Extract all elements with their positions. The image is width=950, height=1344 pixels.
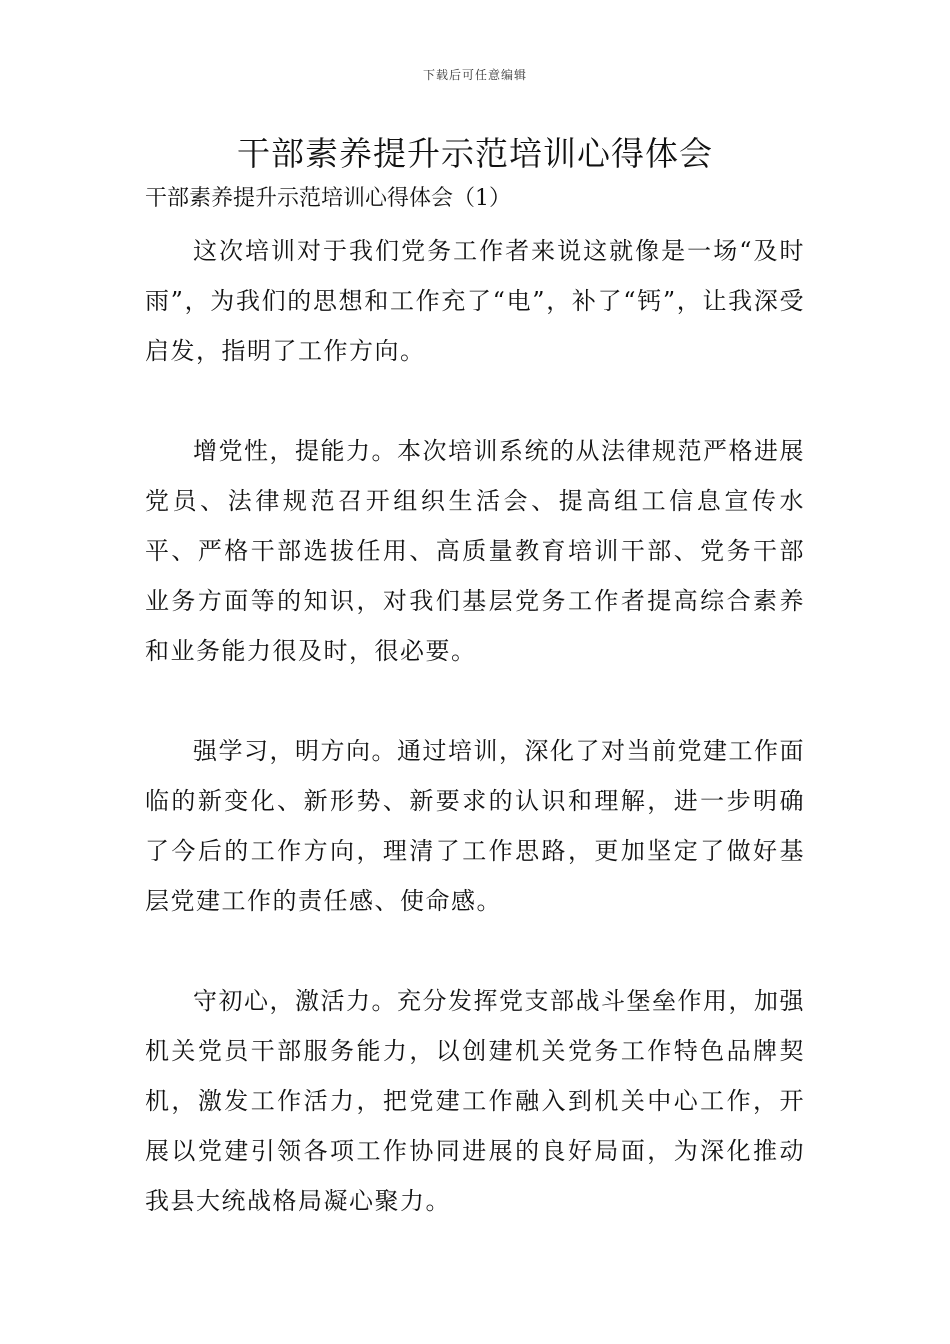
document-body bbox=[145, 226, 805, 1226]
header-note: 下载后可任意编辑 bbox=[422, 68, 527, 82]
paragraph-2: 增党性，提能力。本次培训系统的从法律规范严格进展党员、法律规范召开组织生活会、提高组工信息宣传水平、严格干部选拔任用、高质量教育培训干部、党务干部业务方面等的知识，对我们基层党务工作者提高综合素养和业务能力很及时，很必要。 bbox=[145, 437, 805, 665]
document-subtitle: 干部素养提升示范培训心得体会（1） bbox=[145, 186, 511, 211]
paragraph-4: 守初心，激活力。充分发挥党支部战斗堡垒作用，加强机关党员干部服务能力，以创建机关党务工作特色品牌契机，激发工作活力，把党建工作融入到机关中心工作，开展以党建引领各项工作协同进展的良好局面，为深化推动我县大统战格局凝心聚力。 bbox=[145, 987, 805, 1215]
document-title: 干部素养提升示范培训心得体会 bbox=[237, 134, 713, 173]
paragraph-1: 这次培训对于我们党务工作者来说这就像是一场“及时雨”，为我们的思想和工作充了“电”，补了“钙”，让我深受启发，指明了工作方向。 bbox=[145, 237, 805, 365]
paragraph-3: 强学习，明方向。通过培训，深化了对当前党建工作面临的新变化、新形势、新要求的认识和理解，进一步明确了今后的工作方向，理清了工作思路，更加坚定了做好基层党建工作的责任感、使命感。 bbox=[145, 737, 805, 915]
